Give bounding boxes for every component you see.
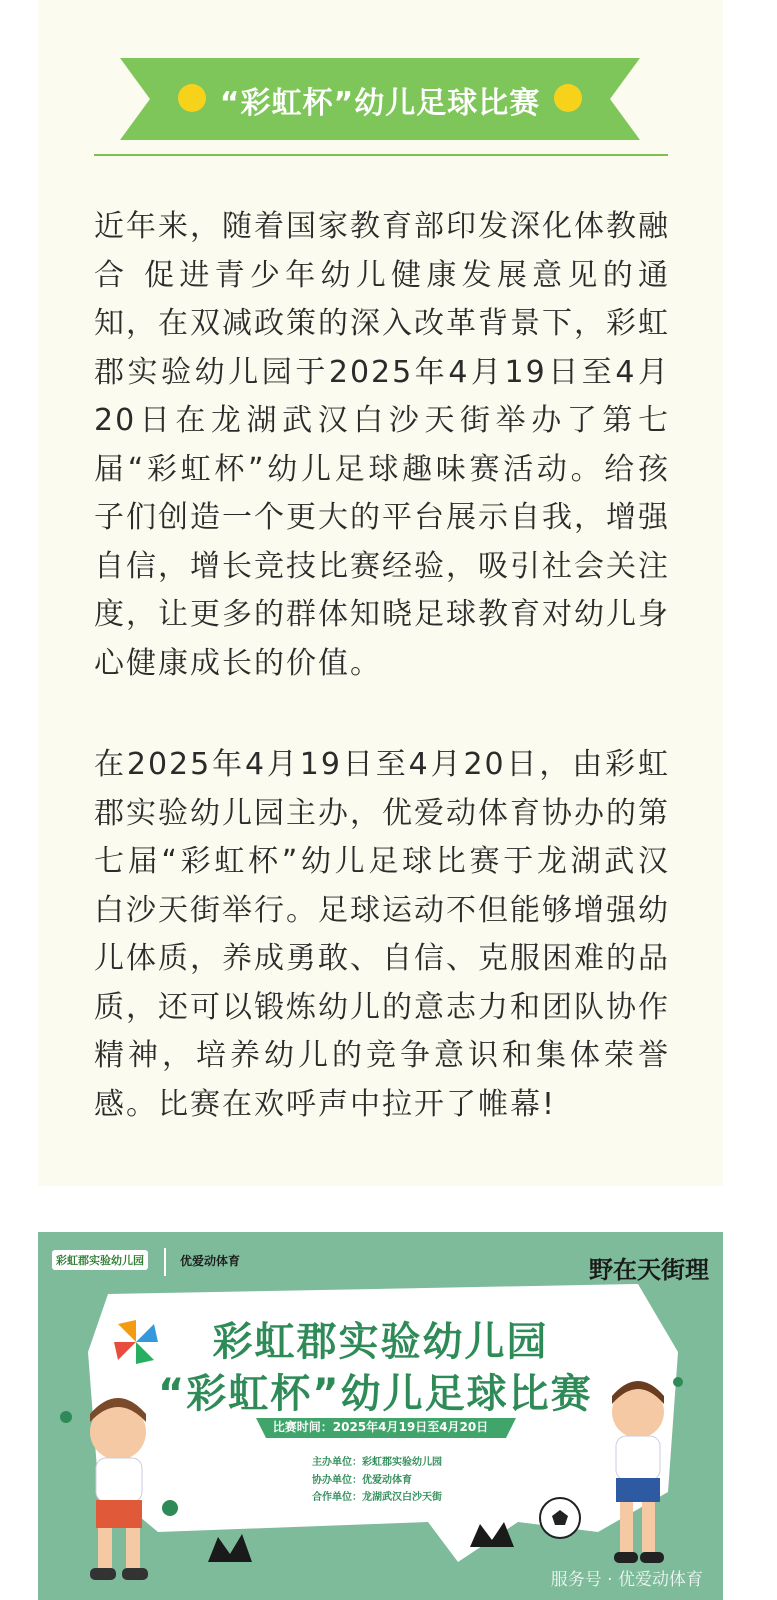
poster-co-host: 协办单位：优爱动体育: [312, 1475, 412, 1486]
poster-logo-mall: 野在天街理: [589, 1256, 709, 1284]
poster-logo-kindergarten: 彩虹郡实验幼儿园: [52, 1250, 148, 1270]
section-banner: [120, 58, 640, 140]
event-poster-image: [38, 1232, 723, 1600]
article-paragraph-2: 在2025年4月19日至4月20日，由彩虹郡实验幼儿园主办，优爱动体育协办的第七届“彩虹杯”幼儿足球比赛于龙湖武汉白沙天街举行。足球运动不但能够增强幼儿体质，养成勇敢、自信、克服困难的品质，还可以锻炼幼儿的意志力和团队协作精神，培养幼儿的竞争意识和集体荣誉感。比赛在欢呼声中拉开了帷幕!: [94, 747, 670, 1122]
cartoon-boy-right-icon: [612, 1381, 664, 1563]
poster-partner: 合作单位：龙湖武汉白沙天街: [312, 1492, 442, 1503]
article-card: [38, 0, 723, 1186]
poster-host: 主办单位：彩虹郡实验幼儿园: [312, 1457, 442, 1468]
banner-divider: [94, 154, 668, 156]
crown-left-icon: [208, 1534, 252, 1562]
watermark-text: 服务号 · 优爱动体育: [550, 1570, 703, 1590]
soccer-ball-icon: [540, 1498, 580, 1538]
poster-title-line-2: “彩虹杯”幼儿足球比赛: [158, 1371, 593, 1417]
poster-title-line-1: 彩虹郡实验幼儿园: [212, 1319, 549, 1365]
poster-date: 比赛时间：2025年4月19日至4月20日: [272, 1420, 489, 1434]
article-paragraph-1: 近年来，随着国家教育部印发深化体教融合 促进青少年幼儿健康发展意见的通知，在双减政策的深入改革背景下，彩虹郡实验幼儿园于2025年4月19日至4月20日在龙湖武汉白沙天街举办了第七届“彩虹杯”幼儿足球趣味赛活动。给孩子们创造一个更大的平台展示自我，增强自信，增长竞技比赛经验，吸引社会关注度，让更多的群体知晓足球教育对幼儿身心健康成长的价值。: [94, 209, 670, 681]
poster-logo-sports: 优爱动体育: [180, 1254, 241, 1268]
banner-title: “彩虹杯”幼儿足球比赛: [219, 86, 541, 121]
